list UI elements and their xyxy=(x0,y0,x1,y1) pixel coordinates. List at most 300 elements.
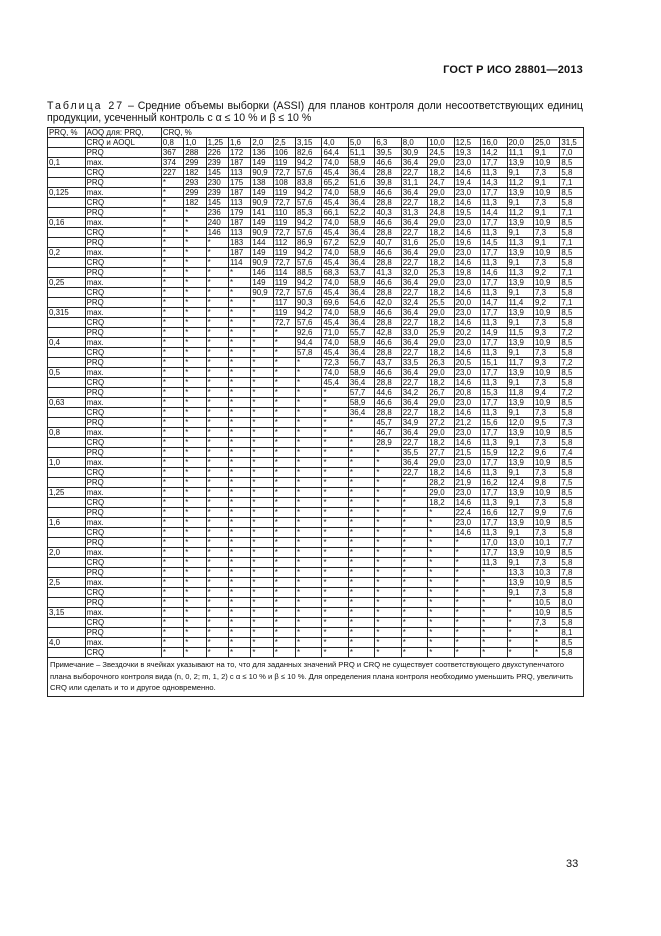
row-type-cell: max. xyxy=(85,518,161,528)
value-cell: * xyxy=(296,478,322,488)
value-cell: 11,3 xyxy=(481,498,507,508)
value-cell: 45,7 xyxy=(375,418,401,428)
table-caption-text: – Средние объемы выборки (ASSI) для планов контроля доли несоответствующих единиц продукции, усеченный контроль с α ≤ 10 % и β ≤ 10 % xyxy=(47,100,583,124)
value-cell: * xyxy=(206,558,228,568)
value-cell: 149 xyxy=(251,218,273,228)
value-cell: * xyxy=(206,548,228,558)
value-cell: * xyxy=(401,508,427,518)
value-cell: * xyxy=(273,428,295,438)
value-cell: * xyxy=(184,298,206,308)
value-cell: * xyxy=(296,628,322,638)
value-cell: * xyxy=(184,458,206,468)
value-cell: * xyxy=(206,638,228,648)
value-cell: * xyxy=(375,508,401,518)
value-cell: 7,3 xyxy=(533,498,559,508)
value-cell: 11,3 xyxy=(481,198,507,208)
prq-cell xyxy=(48,468,86,478)
value-cell: * xyxy=(206,338,228,348)
value-cell: * xyxy=(228,558,250,568)
value-cell: * xyxy=(206,578,228,588)
value-cell: * xyxy=(161,588,183,598)
table-row xyxy=(48,348,584,358)
table-row xyxy=(48,208,584,218)
value-cell: * xyxy=(296,508,322,518)
value-cell: 13,9 xyxy=(507,458,533,468)
value-cell: * xyxy=(375,448,401,458)
crq-column-header: 25,0 xyxy=(533,138,559,148)
prq-cell xyxy=(48,168,86,178)
value-cell: * xyxy=(428,508,454,518)
value-cell: * xyxy=(161,628,183,638)
value-cell: * xyxy=(161,558,183,568)
subheader-empty xyxy=(48,138,86,148)
value-cell: 119 xyxy=(273,308,295,318)
value-cell: 145 xyxy=(206,198,228,208)
value-cell: * xyxy=(454,648,480,658)
value-cell: * xyxy=(251,538,273,548)
value-cell: * xyxy=(184,208,206,218)
row-type-cell: PRQ xyxy=(85,568,161,578)
row-type-cell: PRQ xyxy=(85,208,161,218)
value-cell: * xyxy=(296,518,322,528)
value-cell: 42,0 xyxy=(375,298,401,308)
value-cell: 29,0 xyxy=(428,428,454,438)
value-cell: * xyxy=(228,438,250,448)
value-cell: * xyxy=(322,398,348,408)
value-cell: 9,1 xyxy=(507,558,533,568)
prq-cell: 0,315 xyxy=(48,308,86,318)
value-cell: * xyxy=(375,638,401,648)
value-cell: * xyxy=(184,578,206,588)
value-cell: * xyxy=(481,648,507,658)
value-cell: 24,7 xyxy=(428,178,454,188)
value-cell: * xyxy=(184,308,206,318)
value-cell: 35,5 xyxy=(401,448,427,458)
value-cell: * xyxy=(273,548,295,558)
value-cell: * xyxy=(161,438,183,448)
value-cell: 36,4 xyxy=(401,308,427,318)
assi-table xyxy=(47,127,584,697)
value-cell: 41,3 xyxy=(375,268,401,278)
value-cell: 58,9 xyxy=(348,308,374,318)
value-cell: 25,0 xyxy=(428,238,454,248)
value-cell: 18,2 xyxy=(428,468,454,478)
value-cell: * xyxy=(206,288,228,298)
value-cell: * xyxy=(273,438,295,448)
table-row xyxy=(48,158,584,168)
value-cell: 8,0 xyxy=(560,598,584,608)
value-cell: 17,7 xyxy=(481,218,507,228)
value-cell: * xyxy=(161,528,183,538)
value-cell: 230 xyxy=(206,178,228,188)
row-type-cell: CRQ xyxy=(85,348,161,358)
value-cell: 31,6 xyxy=(401,238,427,248)
value-cell: 29,0 xyxy=(428,308,454,318)
value-cell: 46,6 xyxy=(375,218,401,228)
value-cell: * xyxy=(161,238,183,248)
value-cell: 74,0 xyxy=(322,158,348,168)
prq-cell: 0,2 xyxy=(48,248,86,258)
value-cell: 94,2 xyxy=(296,158,322,168)
value-cell: * xyxy=(348,528,374,538)
value-cell: 14,6 xyxy=(454,288,480,298)
value-cell: * xyxy=(206,278,228,288)
assi-table-container xyxy=(47,127,584,697)
value-cell: 5,8 xyxy=(560,498,584,508)
value-cell: 11,3 xyxy=(481,348,507,358)
value-cell: 13,9 xyxy=(507,398,533,408)
value-cell: 22,7 xyxy=(401,198,427,208)
prq-cell xyxy=(48,208,86,218)
value-cell: 11,1 xyxy=(507,148,533,158)
value-cell: 10,3 xyxy=(533,568,559,578)
value-cell: 226 xyxy=(206,148,228,158)
value-cell: 28,8 xyxy=(375,168,401,178)
value-cell: * xyxy=(296,568,322,578)
value-cell: * xyxy=(251,558,273,568)
value-cell: * xyxy=(322,518,348,528)
value-cell: 36,4 xyxy=(348,288,374,298)
value-cell: 7,3 xyxy=(533,228,559,238)
value-cell: * xyxy=(454,538,480,548)
row-type-cell: PRQ xyxy=(85,148,161,158)
prq-cell xyxy=(48,648,86,658)
value-cell: 9,6 xyxy=(533,448,559,458)
value-cell: * xyxy=(296,388,322,398)
value-cell: * xyxy=(206,318,228,328)
prq-cell: 0,16 xyxy=(48,218,86,228)
value-cell: 34,2 xyxy=(401,388,427,398)
value-cell: 7,2 xyxy=(560,388,584,398)
value-cell: * xyxy=(206,408,228,418)
value-cell: 13,9 xyxy=(507,158,533,168)
value-cell: 9,1 xyxy=(507,408,533,418)
value-cell: 36,4 xyxy=(401,158,427,168)
value-cell: * xyxy=(228,348,250,358)
value-cell: 5,8 xyxy=(560,348,584,358)
value-cell: * xyxy=(296,378,322,388)
value-cell: 57,6 xyxy=(296,168,322,178)
value-cell: * xyxy=(322,608,348,618)
value-cell: 22,7 xyxy=(401,408,427,418)
value-cell: 26,7 xyxy=(428,388,454,398)
value-cell: * xyxy=(228,638,250,648)
value-cell: * xyxy=(206,418,228,428)
row-type-cell: max. xyxy=(85,608,161,618)
value-cell: 113 xyxy=(228,198,250,208)
row-type-cell: max. xyxy=(85,188,161,198)
table-row xyxy=(48,598,584,608)
table-row xyxy=(48,168,584,178)
row-type-cell: PRQ xyxy=(85,478,161,488)
value-cell: * xyxy=(273,568,295,578)
value-cell: * xyxy=(251,608,273,618)
value-cell: 11,3 xyxy=(481,468,507,478)
value-cell: * xyxy=(206,528,228,538)
row-type-cell: PRQ xyxy=(85,388,161,398)
value-cell: 113 xyxy=(228,168,250,178)
value-cell: * xyxy=(348,578,374,588)
value-cell: * xyxy=(273,518,295,528)
value-cell: * xyxy=(206,448,228,458)
value-cell: * xyxy=(161,518,183,528)
row-type-cell: PRQ xyxy=(85,508,161,518)
value-cell: 9,4 xyxy=(533,388,559,398)
value-cell: * xyxy=(375,598,401,608)
value-cell: 94,4 xyxy=(296,338,322,348)
value-cell: 7,3 xyxy=(533,558,559,568)
value-cell: * xyxy=(228,548,250,558)
crq-column-header: 12,5 xyxy=(454,138,480,148)
value-cell: * xyxy=(401,548,427,558)
value-cell: 8,5 xyxy=(560,338,584,348)
value-cell: * xyxy=(375,488,401,498)
value-cell: * xyxy=(348,478,374,488)
value-cell: * xyxy=(273,528,295,538)
value-cell: * xyxy=(322,408,348,418)
value-cell: * xyxy=(161,648,183,658)
value-cell: 8,5 xyxy=(560,458,584,468)
row-type-cell: CRQ xyxy=(85,408,161,418)
value-cell: * xyxy=(161,568,183,578)
value-cell: * xyxy=(273,458,295,468)
value-cell: * xyxy=(228,378,250,388)
value-cell: 74,0 xyxy=(322,248,348,258)
value-cell: 39,5 xyxy=(375,148,401,158)
value-cell: 22,7 xyxy=(401,288,427,298)
value-cell: 23,0 xyxy=(454,428,480,438)
value-cell: * xyxy=(348,498,374,508)
value-cell: * xyxy=(161,318,183,328)
value-cell: 57,6 xyxy=(296,198,322,208)
row-type-cell: PRQ xyxy=(85,238,161,248)
value-cell: 13,9 xyxy=(507,548,533,558)
value-cell: * xyxy=(251,408,273,418)
value-cell: 24,8 xyxy=(428,208,454,218)
table-row xyxy=(48,458,584,468)
value-cell: * xyxy=(322,578,348,588)
prq-cell xyxy=(48,618,86,628)
value-cell: 46,6 xyxy=(375,158,401,168)
value-cell: 54,6 xyxy=(348,298,374,308)
value-cell: 7,4 xyxy=(560,448,584,458)
row-type-cell: PRQ xyxy=(85,298,161,308)
value-cell: 36,4 xyxy=(348,318,374,328)
value-cell: 58,9 xyxy=(348,248,374,258)
prq-cell: 1,25 xyxy=(48,488,86,498)
table-row xyxy=(48,318,584,328)
value-cell: * xyxy=(375,458,401,468)
crq-column-header: 5,0 xyxy=(348,138,374,148)
crq-column-header: 1,6 xyxy=(228,138,250,148)
prq-cell: 0,1 xyxy=(48,158,86,168)
value-cell: 21,5 xyxy=(454,448,480,458)
value-cell: 14,6 xyxy=(454,318,480,328)
value-cell: * xyxy=(454,598,480,608)
value-cell: 11,3 xyxy=(481,378,507,388)
value-cell: 7,3 xyxy=(533,378,559,388)
value-cell: 14,6 xyxy=(454,528,480,538)
value-cell: * xyxy=(228,568,250,578)
row-type-cell: CRQ xyxy=(85,288,161,298)
prq-cell xyxy=(48,558,86,568)
row-type-cell: CRQ xyxy=(85,468,161,478)
value-cell: 18,2 xyxy=(428,168,454,178)
table-row xyxy=(48,378,584,388)
value-cell: * xyxy=(251,578,273,588)
value-cell: * xyxy=(296,398,322,408)
row-type-cell: PRQ xyxy=(85,178,161,188)
value-cell: 7,3 xyxy=(560,418,584,428)
value-cell: 10,9 xyxy=(533,308,559,318)
value-cell: * xyxy=(206,368,228,378)
value-cell: * xyxy=(161,638,183,648)
value-cell: 183 xyxy=(228,238,250,248)
value-cell: * xyxy=(228,478,250,488)
prq-cell xyxy=(48,448,86,458)
value-cell: 5,8 xyxy=(560,438,584,448)
value-cell: * xyxy=(161,508,183,518)
value-cell: 58,9 xyxy=(348,218,374,228)
value-cell: * xyxy=(481,598,507,608)
value-cell: 28,8 xyxy=(375,348,401,358)
value-cell: * xyxy=(273,338,295,348)
value-cell: * xyxy=(348,518,374,528)
row-type-cell: CRQ xyxy=(85,438,161,448)
value-cell: 57,8 xyxy=(296,348,322,358)
value-cell: 117 xyxy=(273,298,295,308)
value-cell: * xyxy=(507,618,533,628)
value-cell: 82,6 xyxy=(296,148,322,158)
value-cell: 36,4 xyxy=(348,408,374,418)
value-cell: 7,1 xyxy=(560,208,584,218)
prq-cell xyxy=(48,438,86,448)
value-cell: * xyxy=(322,628,348,638)
table-row xyxy=(48,578,584,588)
value-cell: 29,0 xyxy=(428,218,454,228)
value-cell: 31,3 xyxy=(401,208,427,218)
value-cell: * xyxy=(375,518,401,528)
value-cell: * xyxy=(184,268,206,278)
value-cell: 11,2 xyxy=(507,208,533,218)
value-cell: * xyxy=(454,548,480,558)
value-cell: * xyxy=(251,308,273,318)
value-cell: * xyxy=(533,638,559,648)
table-caption-label: Таблица 27 xyxy=(47,100,125,112)
value-cell: * xyxy=(184,368,206,378)
row-type-cell: CRQ xyxy=(85,378,161,388)
value-cell: * xyxy=(348,418,374,428)
value-cell: 94,2 xyxy=(296,308,322,318)
table-row xyxy=(48,218,584,228)
value-cell: 29,0 xyxy=(428,488,454,498)
value-cell: * xyxy=(161,288,183,298)
value-cell: 57,6 xyxy=(296,228,322,238)
value-cell: 11,8 xyxy=(507,388,533,398)
value-cell: 46,6 xyxy=(375,398,401,408)
value-cell: * xyxy=(161,338,183,348)
value-cell: * xyxy=(273,488,295,498)
value-cell: * xyxy=(296,438,322,448)
value-cell: * xyxy=(184,488,206,498)
value-cell: 74,0 xyxy=(322,368,348,378)
value-cell: 108 xyxy=(273,178,295,188)
value-cell: 88,5 xyxy=(296,268,322,278)
value-cell: * xyxy=(251,448,273,458)
value-cell: 25,9 xyxy=(428,328,454,338)
value-cell: 68,3 xyxy=(322,268,348,278)
value-cell: 145 xyxy=(206,168,228,178)
value-cell: 32,0 xyxy=(401,268,427,278)
table-row xyxy=(48,488,584,498)
value-cell: * xyxy=(184,238,206,248)
prq-cell xyxy=(48,378,86,388)
value-cell: 18,2 xyxy=(428,228,454,238)
prq-cell xyxy=(48,628,86,638)
value-cell: * xyxy=(228,288,250,298)
value-cell: 14,6 xyxy=(454,498,480,508)
value-cell: * xyxy=(401,598,427,608)
value-cell: 23,0 xyxy=(454,488,480,498)
value-cell: 13,9 xyxy=(507,308,533,318)
value-cell: * xyxy=(184,448,206,458)
value-cell: 36,4 xyxy=(348,258,374,268)
value-cell: * xyxy=(184,508,206,518)
value-cell: 11,4 xyxy=(507,298,533,308)
value-cell: * xyxy=(184,548,206,558)
value-cell: * xyxy=(428,588,454,598)
value-cell: 14,6 xyxy=(454,348,480,358)
value-cell: * xyxy=(322,538,348,548)
value-cell: 7,3 xyxy=(533,288,559,298)
value-cell: * xyxy=(533,648,559,658)
value-cell: * xyxy=(228,318,250,328)
value-cell: 90,3 xyxy=(296,298,322,308)
value-cell: 94,2 xyxy=(296,188,322,198)
value-cell: * xyxy=(206,428,228,438)
value-cell: 9,3 xyxy=(533,328,559,338)
value-cell: 12,7 xyxy=(507,508,533,518)
value-cell: 10,9 xyxy=(533,248,559,258)
value-cell: 46,7 xyxy=(375,428,401,438)
value-cell: * xyxy=(228,428,250,438)
value-cell: 144 xyxy=(251,238,273,248)
value-cell: * xyxy=(273,378,295,388)
value-cell: * xyxy=(481,578,507,588)
value-cell: * xyxy=(206,378,228,388)
value-cell: * xyxy=(184,598,206,608)
crq-column-header: 20,0 xyxy=(507,138,533,148)
value-cell: 149 xyxy=(251,248,273,258)
value-cell: 33,0 xyxy=(401,328,427,338)
value-cell: 13,9 xyxy=(507,188,533,198)
value-cell: * xyxy=(348,588,374,598)
value-cell: * xyxy=(348,608,374,618)
value-cell: 18,2 xyxy=(428,408,454,418)
value-cell: 9,1 xyxy=(507,468,533,478)
value-cell: 9,1 xyxy=(507,438,533,448)
value-cell: 239 xyxy=(206,188,228,198)
table-row xyxy=(48,388,584,398)
value-cell: * xyxy=(228,528,250,538)
value-cell: 57,6 xyxy=(296,288,322,298)
value-cell: * xyxy=(228,358,250,368)
table-note: Примечание – Звездочки в ячейках указывают на то, что для заданных значений PRQ и CRQ не существует соответствующего двухступенчатого плана выборочного контроля вида (n, 0, 2; m, 1, 2) с α ≤ 10 % и β ≤ 10 %. Для определения плана контроля необходимо уменьшить PRQ, увеличить CRQ или сделать и то и другое одновременно. xyxy=(48,658,584,697)
value-cell: * xyxy=(481,588,507,598)
value-cell: * xyxy=(273,498,295,508)
value-cell: * xyxy=(206,248,228,258)
value-cell: 119 xyxy=(273,248,295,258)
